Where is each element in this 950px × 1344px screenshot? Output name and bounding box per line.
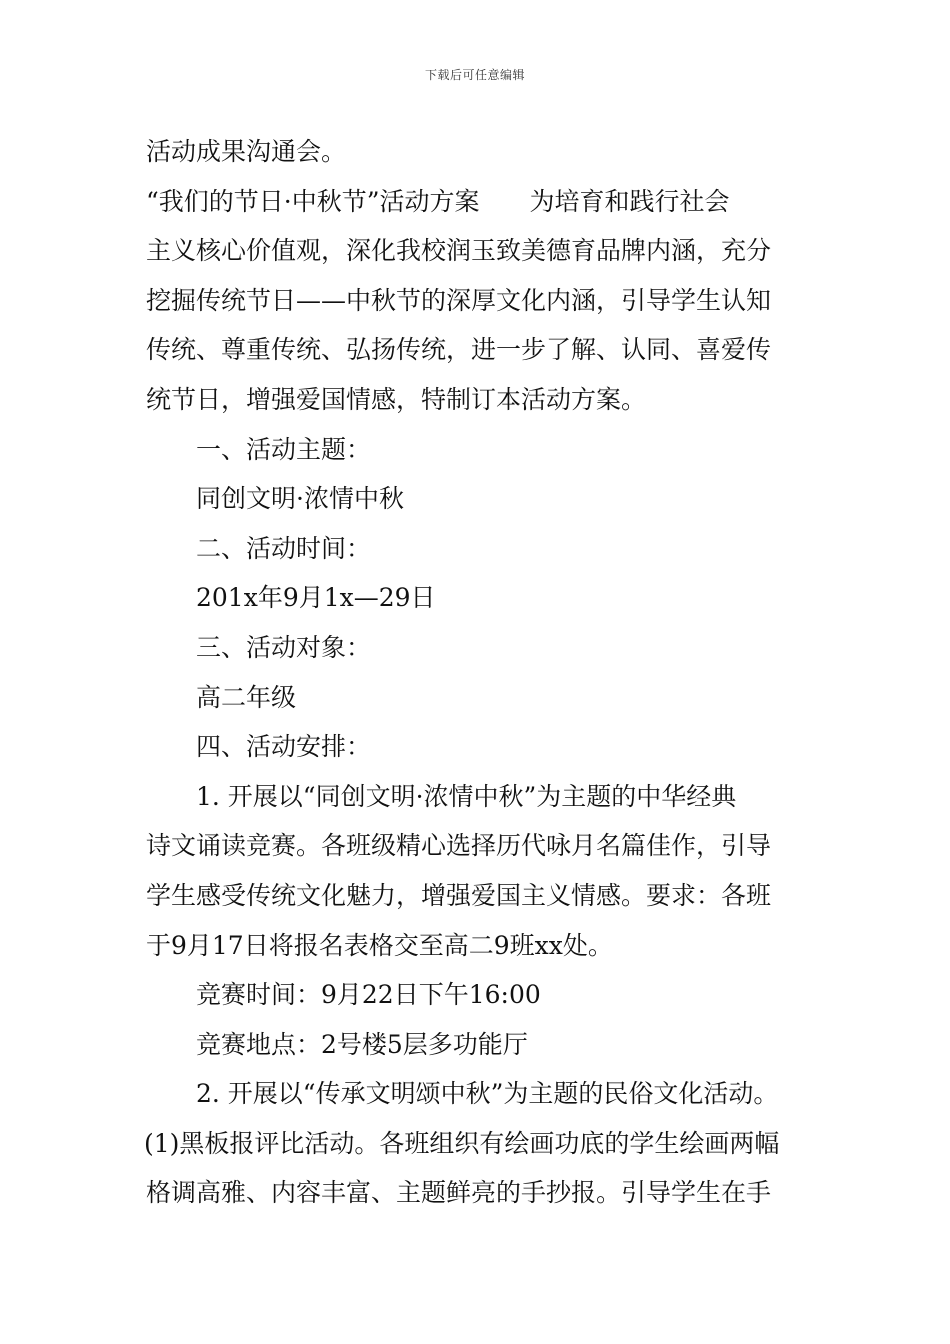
- text-line: (1)黑板报评比活动。各班组织有绘画功底的学生绘画两幅: [144, 1128, 780, 1158]
- text-line: 1. 开展以“同创文明·浓情中秋”为主题的中华经典: [196, 781, 737, 811]
- section-heading-time: 二、活动时间：: [196, 533, 372, 563]
- section-heading-target: 三、活动对象：: [196, 632, 372, 662]
- text-line: 201x年9月1x—29日: [196, 583, 436, 613]
- text-line: 格调高雅、内容丰富、主题鲜亮的手抄报。引导学生在手: [146, 1178, 772, 1208]
- text-line: 诗文诵读竞赛。各班级精心选择历代咏月名篇佳作，引导: [146, 831, 772, 861]
- text-line: 挖掘传统节日——中秋节的深厚文化内涵，引导学生认知: [146, 285, 772, 315]
- text-line: 2. 开展以“传承文明颂中秋”为主题的民俗文化活动。: [196, 1079, 779, 1109]
- text-line: “我们的节日·中秋节”活动方案 为培育和践行社会: [146, 186, 730, 216]
- text-line: 学生感受传统文化魅力，增强爱国主义情感。要求：各班: [146, 880, 772, 910]
- text-line: 同创文明·浓情中秋: [196, 484, 404, 514]
- text-line: 传统、尊重传统、弘扬传统，进一步了解、认同、喜爱传: [146, 335, 772, 365]
- text-line: 于9月17日将报名表格交至高二9班xx处。: [146, 930, 613, 960]
- text-line: 统节日，增强爱国情感，特制订本活动方案。: [146, 384, 647, 414]
- text-line: 活动成果沟通会。: [146, 137, 347, 166]
- text-line: 高二年级: [196, 682, 297, 712]
- section-heading-arrangement: 四、活动安排：: [196, 732, 372, 762]
- text-line: 主义核心价值观，深化我校润玉致美德育品牌内涵，充分: [146, 236, 772, 266]
- text-line: 竞赛地点：2号楼5层多功能厅: [196, 1029, 528, 1059]
- document-body: [146, 127, 811, 1218]
- section-heading-theme: 一、活动主题：: [196, 434, 372, 464]
- page-header: 下载后可任意编辑: [424, 68, 525, 82]
- text-line: 竞赛时间：9月22日下午16:00: [196, 980, 541, 1010]
